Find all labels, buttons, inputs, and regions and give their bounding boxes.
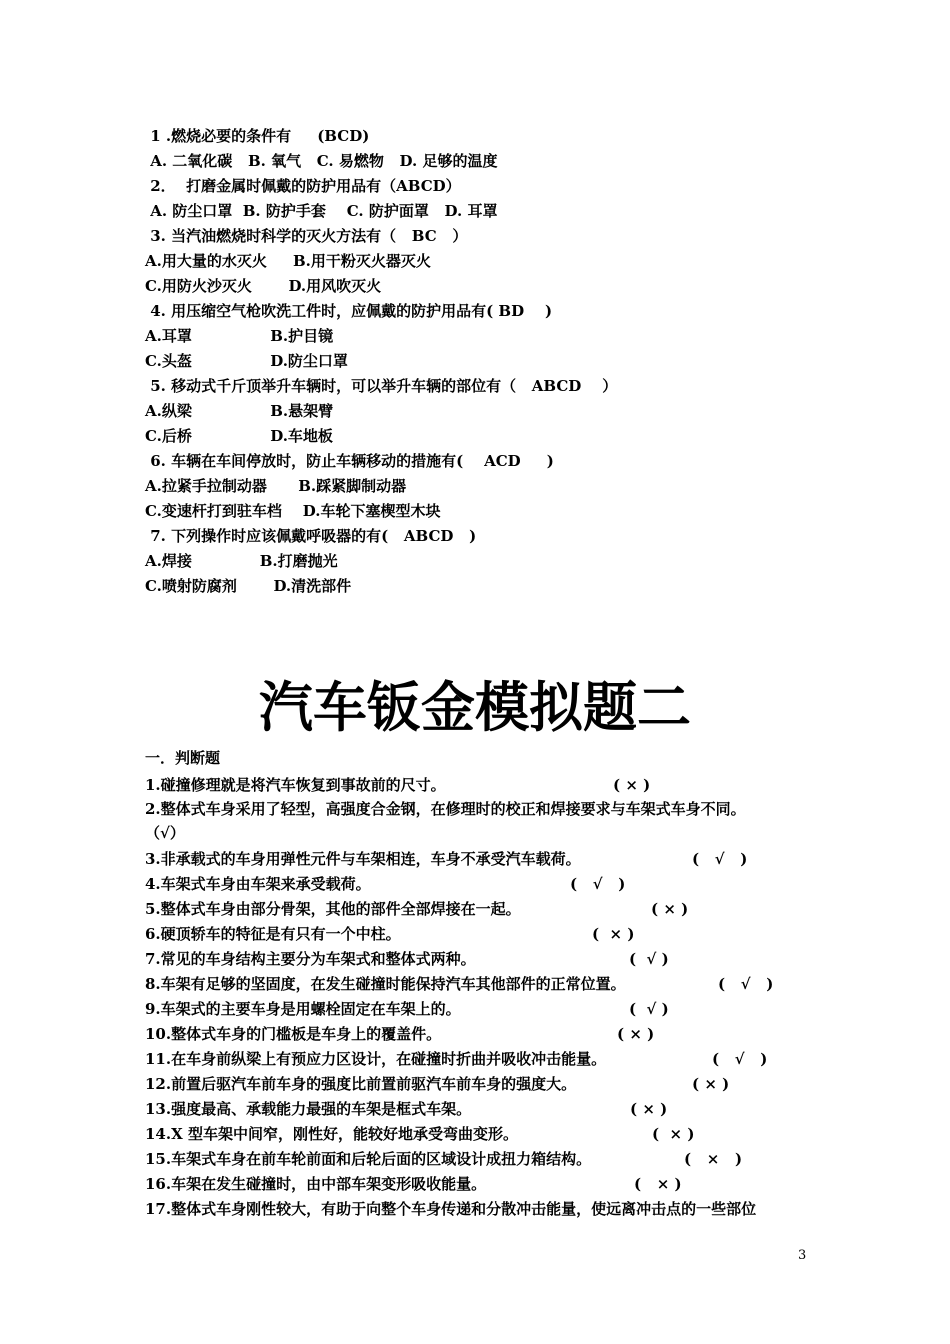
section-title: 汽车钣金模拟题二 (259, 676, 691, 739)
mc-options-3b: C.用防火沙灭火 D.用风吹灭火 (145, 277, 382, 295)
mc-options-7b: C.喷射防腐剂 D.清洗部件 (145, 577, 352, 595)
mc-options-6b: C.变速杆打到驻车档 D.车轮下塞楔型木块 (145, 502, 441, 520)
judge-item-11: 11.在车身前纵梁上有预应力区设计，在碰撞时折曲并吸收冲击能量。 (145, 1050, 607, 1068)
page-number: 3 (798, 1248, 807, 1263)
judge-item-2-answer: （√） (145, 824, 185, 842)
judge-answer-16: ( × ) (634, 1175, 682, 1193)
judge-answer-8: ( √ ) (718, 975, 774, 993)
judge-item-9: 9.车架式的主要车身是用螺栓固定在车架上的。 (145, 1000, 461, 1018)
mc-options-4b: C.头盔 D.防尘口罩 (145, 352, 348, 370)
judge-item-2: 2.整体式车身采用了轻型，高强度合金钢，在修理时的校正和焊接要求与车架式车身不同。 (145, 800, 746, 818)
judge-answer-11: ( √ ) (712, 1050, 768, 1068)
mc-question-7: 7. 下列操作时应该佩戴呼吸器的有( ABCD ) (145, 527, 477, 545)
judge-item-7: 7.常见的车身结构主要分为车架式和整体式两种。 (145, 950, 476, 968)
judge-answer-6: ( × ) (592, 925, 635, 943)
judge-answer-5: ( × ) (651, 900, 689, 918)
mc-question-2: 2． 打磨金属时佩戴的防护用品有（ABCD） (145, 177, 461, 195)
judge-answer-4: ( √ ) (570, 875, 626, 893)
mc-options-7a: A.焊接 B.打磨抛光 (145, 552, 338, 570)
judge-answer-15: ( × ) (684, 1150, 743, 1168)
mc-question-6: 6. 车辆在车间停放时，防止车辆移动的措施有( ACD ) (145, 452, 554, 470)
judge-item-3: 3.非承载式的车身用弹性元件与车架相连，车身不承受汽车载荷。 (145, 850, 581, 868)
judge-item-5: 5.整体式车身由部分骨架，其他的部件全部焊接在一起。 (145, 900, 521, 918)
judge-item-15: 15.车架式车身在前车轮前面和后轮后面的区域设计成扭力箱结构。 (145, 1150, 592, 1168)
judge-item-17: 17.整体式车身刚性较大，有助于向整个车身传递和分散冲击能量，使远离冲击点的一些部位 (145, 1200, 757, 1218)
mc-options-5a: A.纵梁 B.悬架臂 (145, 402, 334, 420)
mc-options-5b: C.后桥 D.车地板 (145, 427, 333, 445)
mc-question-1: 1 .燃烧必要的条件有 (BCD) (145, 127, 370, 145)
judge-answer-9: ( √ ) (629, 1000, 669, 1018)
mc-question-5: 5. 移动式千斤顶举升车辆时，可以举升车辆的部位有（ ABCD ） (145, 377, 618, 395)
judge-answer-3: ( √ ) (692, 850, 748, 868)
judge-item-4: 4.车架式车身由车架来承受载荷。 (145, 875, 371, 893)
judge-item-14: 14.X 型车架中间窄，刚性好，能较好地承受弯曲变形。 (145, 1125, 518, 1143)
mc-options-2: A. 防尘口罩 B. 防护手套 C. 防护面罩 D. 耳罩 (145, 202, 498, 220)
judge-answer-13: ( × ) (630, 1100, 668, 1118)
mc-options-4a: A.耳罩 B.护目镜 (145, 327, 334, 345)
judge-item-10: 10.整体式车身的门槛板是车身上的覆盖件。 (145, 1025, 442, 1043)
judge-item-12: 12.前置后驱汽车前车身的强度比前置前驱汽车前车身的强度大。 (145, 1075, 577, 1093)
mc-options-3a: A.用大量的水灭火 B.用干粉灭火器灭火 (145, 252, 431, 270)
judge-item-8: 8.车架有足够的坚固度，在发生碰撞时能保持汽车其他部件的正常位置。 (145, 975, 626, 993)
subsection-heading: 一．判断题 (145, 749, 221, 767)
judge-answer-14: ( × ) (652, 1125, 695, 1143)
judge-answer-1: ( × ) (613, 776, 651, 794)
judge-answer-10: ( × ) (617, 1025, 655, 1043)
mc-options-1: A. 二氧化碳 B. 氧气 C. 易燃物 D. 足够的温度 (145, 152, 498, 170)
judge-item-16: 16.车架在发生碰撞时，由中部车架变形吸收能量。 (145, 1175, 487, 1193)
judge-answer-7: ( √ ) (629, 950, 669, 968)
judge-item-6: 6.硬顶轿车的特征是有只有一个中柱。 (145, 925, 401, 943)
mc-question-3: 3. 当汽油燃烧时科学的灭火方法有（ BC ） (145, 227, 468, 245)
judge-item-13: 13.强度最高、承载能力最强的车架是框式车架。 (145, 1100, 472, 1118)
judge-answer-12: ( × ) (692, 1075, 730, 1093)
mc-question-4: 4. 用压缩空气枪吹洗工件时，应佩戴的防护用品有( BD ) (145, 302, 553, 320)
judge-item-1: 1.碰撞修理就是将汽车恢复到事故前的尺寸。 (145, 776, 446, 794)
mc-options-6a: A.拉紧手拉制动器 B.踩紧脚制动器 (145, 477, 407, 495)
